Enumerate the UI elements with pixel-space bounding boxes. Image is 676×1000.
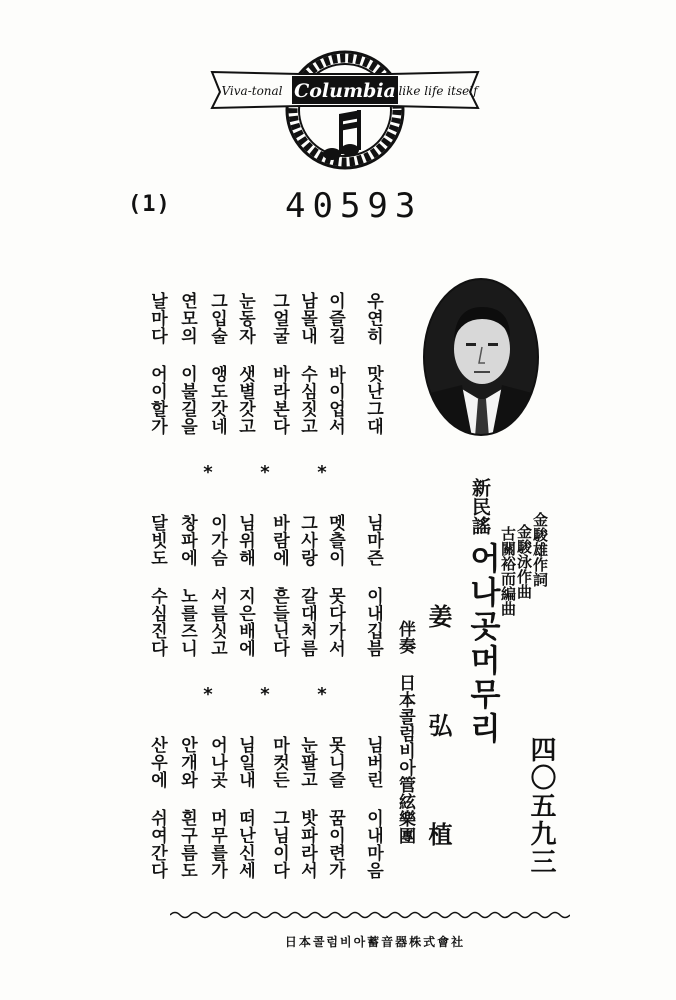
lyric-line: 연모의 이불길을 bbox=[177, 292, 197, 435]
lyric-line: 눈동자 샛별갓고 bbox=[235, 292, 255, 435]
lyric-line: 이가슴 서름싯고 bbox=[207, 514, 227, 657]
separator-star: * bbox=[203, 684, 213, 705]
catalog-number: 40593 bbox=[285, 186, 423, 226]
singer-portrait bbox=[422, 277, 540, 437]
lyric-line: 눈팔고 밧파라서 bbox=[297, 736, 317, 879]
page-number: (1) bbox=[128, 192, 171, 217]
lyric-line: 그얼굴 바라본다 bbox=[269, 292, 289, 435]
lyric-line: 이즐길 바이업서 bbox=[325, 292, 345, 435]
separator-star: * bbox=[260, 684, 270, 705]
lyric-line: 안개와 흰구름도 bbox=[177, 736, 197, 879]
separator-star: * bbox=[203, 462, 213, 483]
lyric-line: 날마다 어이할가 bbox=[147, 292, 167, 435]
logo-right-banner-text: like life itself bbox=[398, 84, 478, 98]
lyric-line: 못니즐 꿈이련가 bbox=[325, 736, 345, 879]
lyric-line: 남몰내 수심짓고 bbox=[297, 292, 317, 435]
footer-wavy-line bbox=[170, 908, 570, 922]
lyric-line: 바람에 흔들닌다 bbox=[269, 514, 289, 657]
lyric-line: 님위해 지은배에 bbox=[235, 514, 255, 657]
separator-star: * bbox=[317, 684, 327, 705]
publisher-name: 日本콜럼비아蓄音器株式會社 bbox=[284, 935, 466, 949]
lyric-line: 창파에 노를즈니 bbox=[177, 514, 197, 657]
logo-left-banner-text: Viva-tonal bbox=[221, 84, 283, 98]
lyric-line: 우연히 맛난그대 bbox=[363, 292, 383, 435]
lyric-line: 마컷든 그님이다 bbox=[269, 736, 289, 879]
lyric-line: 달빗도 수심진다 bbox=[147, 514, 167, 657]
accompaniment-credit: 伴奏 日本콜럼비아管絃樂團 bbox=[395, 620, 415, 844]
song-genre: 新民謠 bbox=[469, 478, 491, 535]
lyric-line: 그입술 앵도갓네 bbox=[207, 292, 227, 435]
composer-credit: 金駿泳作曲 bbox=[515, 524, 533, 599]
lyric-line: 님버린 이내마음 bbox=[363, 736, 383, 879]
lyric-line: 님마즌 이내깁븜 bbox=[363, 514, 383, 657]
logo-brand-text: Columbia bbox=[294, 80, 396, 102]
columbia-logo bbox=[200, 50, 490, 170]
catalog-number-vertical: 四〇五九三 bbox=[526, 736, 556, 876]
singer-name: 姜 弘 植 bbox=[424, 604, 453, 874]
arranger-credit: 古關裕而編曲 bbox=[499, 526, 517, 616]
lyric-line: 어나곳 머무를가 bbox=[207, 736, 227, 879]
song-title: 어나곳머무리 bbox=[464, 542, 500, 746]
lyric-line: 그사랑 갈대처름 bbox=[297, 514, 317, 657]
lyricist-credit: 金駿雄作詞 bbox=[531, 512, 549, 587]
separator-star: * bbox=[317, 462, 327, 483]
lyric-line: 님일내 떠난신세 bbox=[235, 736, 255, 879]
separator-star: * bbox=[260, 462, 270, 483]
lyric-line: 산우에 쉬여간다 bbox=[147, 736, 167, 879]
lyric-line: 멧츨이 못다가서 bbox=[325, 514, 345, 657]
